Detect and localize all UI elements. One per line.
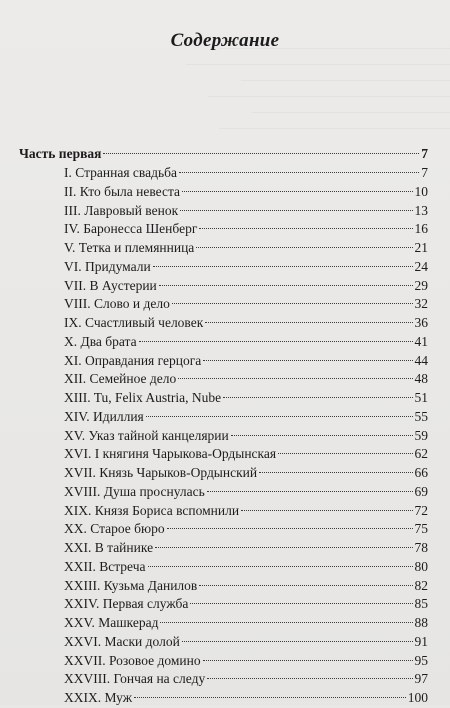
dot-leader	[203, 360, 412, 361]
dot-leader	[153, 266, 413, 267]
toc-entry	[64, 258, 428, 277]
toc-entry	[64, 483, 428, 502]
chapter-title: XIII. Tu, Felix Austria, Nube	[64, 390, 222, 405]
toc-entry	[64, 670, 428, 689]
chapter-title: XXVIII. Гончая на следу	[64, 671, 206, 687]
toc-entry	[64, 389, 428, 408]
chapter-page-number: 55	[414, 408, 428, 424]
chapter-page-number: 36	[414, 315, 428, 330]
chapter-page-number: 59	[414, 427, 428, 443]
dot-leader	[172, 303, 413, 304]
chapter-page-number: 62	[414, 446, 428, 462]
chapter-title: II. Кто была невеста	[64, 183, 181, 199]
chapter-page-number: 72	[414, 502, 428, 518]
chapter-title: XII. Семейное дело	[64, 371, 177, 387]
chapter-page-number: 13	[414, 202, 428, 218]
chapter-page-number: 95	[414, 652, 428, 668]
dot-leader	[223, 397, 412, 398]
chapter-title: X. Два брата	[64, 333, 137, 349]
dot-leader	[139, 341, 413, 342]
dot-leader	[134, 697, 406, 698]
dot-leader	[231, 435, 413, 436]
chapter-title: XXIX. Муж	[64, 690, 133, 705]
toc-entry	[64, 370, 428, 389]
dot-leader	[182, 641, 413, 642]
dot-leader	[178, 378, 412, 379]
chapter-title: XV. Указ тайной канцелярии	[64, 427, 229, 443]
chapter-title: XIV. Идиллия	[64, 408, 144, 424]
dot-leader	[190, 603, 412, 604]
toc-entry	[64, 164, 428, 183]
chapter-page-number: 29	[414, 277, 428, 293]
dot-leader	[160, 622, 412, 623]
toc-entry	[64, 408, 428, 427]
dot-leader	[159, 285, 413, 286]
chapter-page-number: 85	[414, 596, 428, 612]
chapter-page-number: 48	[414, 371, 428, 387]
chapter-title: XI. Оправдания герцога	[64, 352, 202, 368]
chapter-title: IX. Счастливый человек	[64, 315, 204, 330]
toc-entry	[64, 595, 428, 614]
toc-entry	[64, 633, 428, 652]
dot-leader	[207, 491, 413, 492]
chapter-page-number: 24	[414, 258, 428, 274]
chapter-page-number: 97	[414, 671, 428, 687]
dot-leader	[180, 210, 412, 211]
chapter-title: XXIII. Кузьма Данилов	[64, 577, 198, 593]
chapter-page-number: 32	[414, 296, 428, 312]
table-of-contents	[64, 164, 428, 708]
part-page-number: 7	[421, 146, 428, 161]
chapter-title: XXII. Встреча	[64, 558, 146, 574]
chapter-page-number: 69	[414, 483, 428, 499]
dot-leader	[167, 528, 413, 529]
chapter-page-number: 88	[414, 615, 428, 630]
chapter-page-number: 10	[414, 183, 428, 199]
toc-entry	[64, 652, 428, 671]
toc-entry	[64, 577, 428, 596]
chapter-title: XXV. Машкерад	[64, 615, 159, 630]
chapter-page-number: 21	[414, 240, 428, 255]
chapter-page-number: 100	[407, 690, 428, 705]
toc-entry	[64, 614, 428, 633]
dot-leader	[199, 585, 412, 586]
toc-entry	[64, 539, 428, 558]
chapter-title: XXVI. Маски долой	[64, 633, 180, 649]
chapter-title: XIX. Князя Бориса вспомнили	[64, 502, 240, 518]
chapter-page-number: 16	[414, 221, 428, 237]
chapter-title: I. Странная свадьба	[64, 165, 177, 180]
dot-leader	[155, 547, 412, 548]
chapter-title: XVIII. Душа проснулась	[64, 483, 205, 499]
chapter-title: V. Тетка и племянница	[64, 240, 195, 255]
chapter-title: VI. Придумали	[64, 258, 151, 274]
dot-leader	[241, 510, 412, 511]
chapter-page-number: 75	[414, 521, 428, 537]
toc-entry	[64, 558, 428, 577]
dot-leader	[103, 153, 419, 154]
chapter-title: XXVII. Розовое домино	[64, 652, 201, 668]
chapter-title: IV. Баронесса Шенберг	[64, 221, 198, 237]
chapter-title: XXIV. Первая служба	[64, 596, 189, 612]
dot-leader	[148, 566, 413, 567]
toc-entry	[64, 333, 428, 352]
toc-entry	[64, 314, 428, 333]
chapter-title: XVI. I княгиня Чарыкова-Ордынская	[64, 446, 277, 462]
dot-leader	[199, 228, 412, 229]
chapter-page-number: 80	[414, 558, 428, 574]
toc-entry	[64, 183, 428, 202]
chapter-page-number: 7	[421, 165, 428, 180]
toc-entry	[64, 352, 428, 371]
chapter-title: VIII. Слово и дело	[64, 296, 170, 312]
page-title: Содержание	[170, 30, 280, 51]
toc-entry	[64, 520, 428, 539]
toc-entry	[64, 239, 428, 258]
chapter-page-number: 51	[414, 390, 428, 405]
chapter-page-number: 66	[414, 465, 428, 480]
toc-entry	[64, 445, 428, 464]
dot-leader	[146, 416, 413, 417]
chapter-title: XX. Старое бюро	[64, 521, 165, 537]
chapter-title: III. Лавровый венок	[64, 202, 179, 218]
toc-entry	[64, 220, 428, 239]
part-label: Часть первая	[19, 146, 102, 161]
bleed-through-text: ――――――――――――――――――――― ―――――――――――――――――――――――― ――――――――――――――――――― ―――――――――――――――――――――― ―――――――――――――――――― ―――――――――――――――――――――	[186, 42, 450, 134]
toc-entry	[64, 295, 428, 314]
dot-leader	[205, 322, 412, 323]
toc-entry	[64, 464, 428, 483]
dot-leader	[207, 678, 412, 679]
toc-entry	[64, 427, 428, 446]
chapter-page-number: 78	[414, 540, 428, 555]
toc-entry	[64, 277, 428, 296]
chapter-page-number: 82	[414, 577, 428, 593]
dot-leader	[203, 660, 413, 661]
chapter-title: XXI. В тайнике	[64, 540, 154, 555]
chapter-title: XVII. Князь Чарыков-Ордынский	[64, 465, 258, 480]
dot-leader	[182, 191, 412, 192]
toc-part-heading	[19, 146, 428, 162]
dot-leader	[179, 172, 419, 173]
chapter-page-number: 44	[414, 352, 428, 368]
dot-leader	[278, 453, 412, 454]
chapter-title: VII. В Аустерии	[64, 277, 157, 293]
chapter-page-number: 91	[414, 633, 428, 649]
chapter-page-number: 41	[414, 333, 428, 349]
dot-leader	[196, 247, 412, 248]
toc-entry	[64, 502, 428, 521]
dot-leader	[259, 472, 412, 473]
toc-entry	[64, 202, 428, 221]
